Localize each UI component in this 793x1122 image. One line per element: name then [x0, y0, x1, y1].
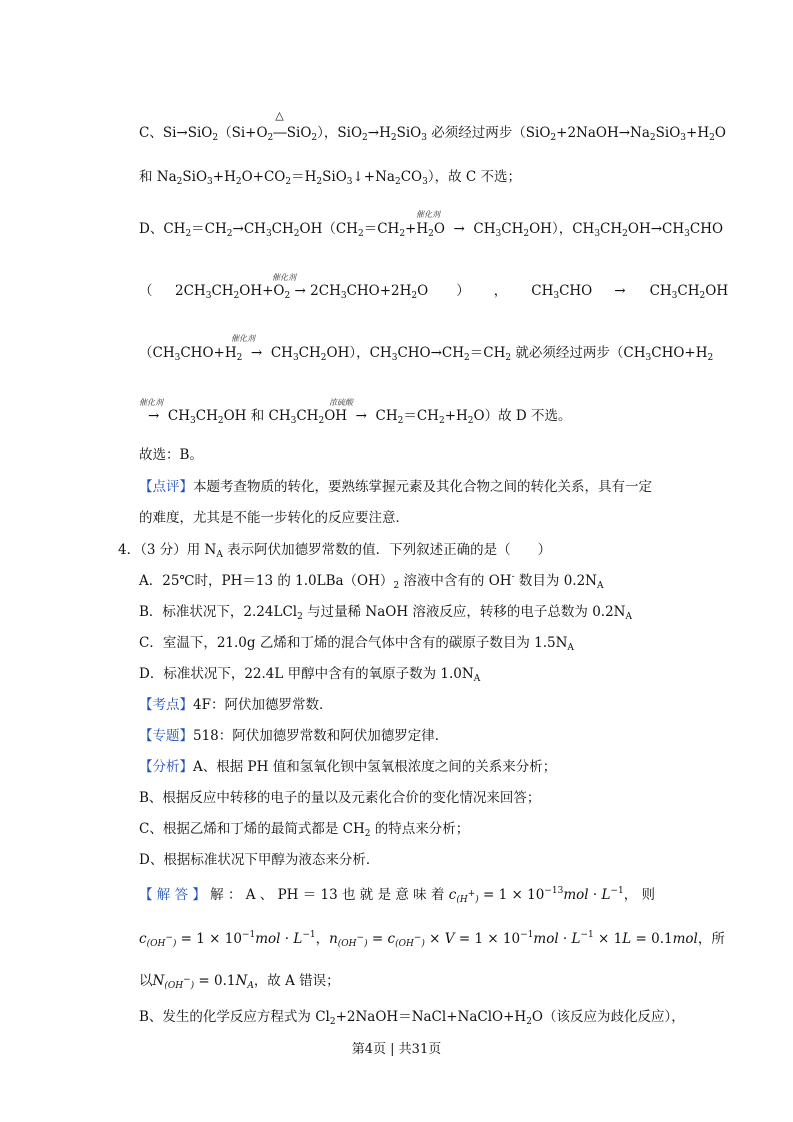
- answer-choice: 故选：B。: [139, 447, 203, 463]
- fenxi-line-c: C、根据乙烯和丁烯的最简式都是 $CH_2$ 的特点来分析；: [139, 821, 470, 839]
- fenxi-line-b: B、根据反应中转移的电子的量以及元素化合价的变化情况来回答；: [139, 790, 541, 806]
- d-option-line-2: （ $2CH_3CH_2OH+O_2 \to 2CH_3CHO+2H_2O$ ） ， $CH_3CHO \to CH_3CH_2OH$: [139, 283, 729, 301]
- d-option-line-3: $(CH_3CHO+H_2 \to CH_3CH_2OH)$，$CH_3CHO\to CH_2=CH_2$ 就必须经过两步（$CH_3CHO+H_2$: [139, 345, 714, 363]
- question-4-stem: 4．（3 分）用 $N_A$ 表示阿伏加德罗常数的值．下列叙述正确的是（ ）: [118, 542, 552, 560]
- jieda-line-2: $c_{(OH^-)} = 1 \times 10^{-1}mol \cdot L^{-1}$，$n_{(OH^-)} = c_{(OH^-)} \times V = 1 \times 10^{-1}mol \cdot L^{-1} \times 1L = 0.1mol$，所: [139, 930, 725, 949]
- kaodian-line: 【考点】4F：阿伏加德罗常数．: [139, 697, 333, 713]
- question-4-option-b: B．标准状况下，2.24LCl$_2$ 与过量稀 NaOH 溶液反应，转移的电子总数为 $0.2N_A$: [139, 604, 632, 622]
- catalyst-label: 催化剂: [272, 273, 296, 282]
- c-option-line-1: C、$Si\to SiO_2(Si+O_2$ △ ―SiO$_2$），$SiO_2\to H_2SiO_3$ 必须经过两步（$SiO_2+2NaOH\to Na_2SiO_3+H_2O$: [139, 109, 726, 143]
- kaodian-tag: 【考点】: [139, 697, 193, 713]
- fenxi-line-a: 【分析】A、根据 PH 值和氢氧化钡中氢氧根浓度之间的关系来分析；: [139, 759, 557, 775]
- zhuanti-tag: 【专题】: [139, 728, 193, 744]
- fenxi-tag: 【分析】: [139, 759, 193, 775]
- jieda-line-3: 以$N_{(OH^-)} = 0.1N_A$，故 A 错误；: [139, 973, 340, 991]
- question-4-option-c: C．室温下，21.0g 乙烯和丁烯的混合气体中含有的碳原子数目为 $1.5N_A$: [139, 635, 574, 653]
- comment-line-1: 【点评】本题考查物质的转化，要熟练掌握元素及其化合物之间的转化关系，具有一定: [139, 479, 652, 495]
- c-option-line-2: 和 $Na_2SiO_3+H_2O+CO_2=H_2SiO_3↓+Na_2CO_3$），故 C 不选；: [139, 169, 522, 187]
- catalyst-label: 催化剂: [416, 210, 440, 219]
- comment-line-2: 的难度，尤其是不能一步转化的反应要注意．: [139, 510, 409, 526]
- jieda-line-4: B、发生的化学反应方程式为 $Cl_2+2NaOH=NaCl+NaClO+H_2O$（该反应为歧化反应），: [139, 1009, 685, 1027]
- d-option-line-1: D、$CH_2=CH_2\to CH_3CH_2OH(CH_2=CH_2+H_2O \to CH_3CH_2OH)$，$CH_3CH_2OH\to CH_3CHO$: [139, 221, 724, 239]
- comment-tag: 【点评】: [139, 479, 193, 495]
- question-4-option-a: A．25℃时，PH＝13 的 $1.0LBa(OH)_2$ 溶液中含有的 OH- 数目为 $0.2N_A$: [139, 572, 604, 591]
- jieda-line-1: 【 解 答 】 解 ： A 、 PH ＝ 13 也 就 是 意 味 着 $c_{(H^+)} = 1 \times 10^{-13}mol \cdot L^{-1}$， 则: [139, 886, 655, 905]
- catalyst-label: 催化剂: [231, 334, 255, 343]
- fenxi-line-d: D、根据标准状况下甲醇为液态来分析．: [139, 852, 380, 868]
- zhuanti-line: 【专题】518：阿伏加德罗常数和阿伏加德罗定律．: [139, 728, 449, 744]
- jieda-tag: 【 解 答 】: [139, 887, 206, 903]
- catalyst-label: 催化剂: [139, 398, 163, 407]
- page-footer: 第4页 | 共31页: [351, 1042, 442, 1057]
- d-option-line-4: → $CH_3CH_2OH$ 和 $CH_3CH_2OH \to CH_2=CH_2+H_2O$）故 D 不选。: [148, 408, 572, 426]
- conc-sulfuric-acid-label: 浓硫酸: [329, 398, 353, 407]
- heat-triangle-icon: △: [275, 109, 284, 122]
- question-4-option-d: D．标准状况下，22.4L 甲醇中含有的氧原子数为 $1.0N_A$: [139, 666, 481, 684]
